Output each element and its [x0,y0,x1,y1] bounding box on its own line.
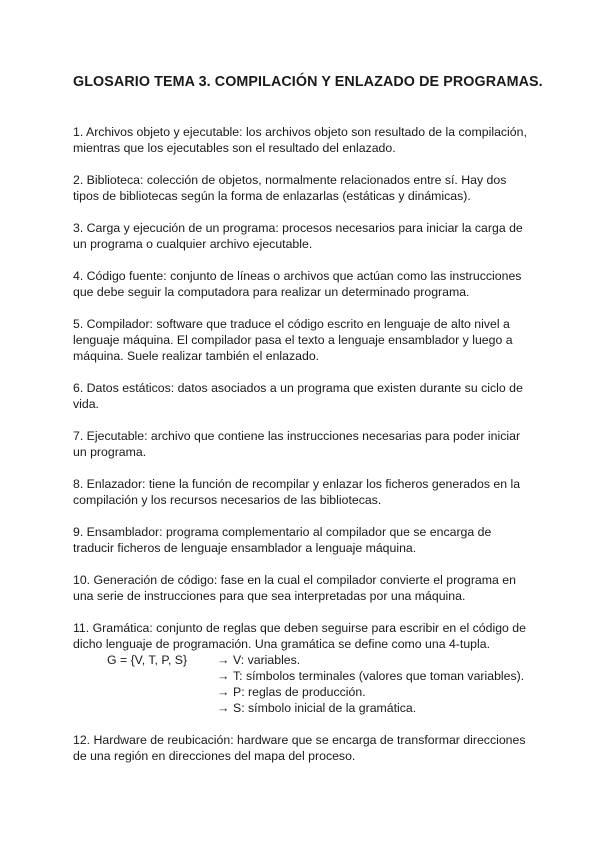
arrow-icon: → [217,653,230,667]
glossary-entry: 1. Archivos objeto y ejecutable: los archivos objeto son resultado de la compilación, mientras que los ejecutables son el resultado del enlazado. [73,125,527,156]
arrow-icon: → [217,669,230,683]
glossary-entry: 6. Datos estáticos: datos asociados a un programa que existen durante su ciclo de vida. [73,381,523,412]
glossary-entry: 10. Generación de código: fase en la cual el compilador convierte el programa en una serie de instrucciones para que sea interpretadas por una máquina. [73,573,516,604]
grammar-item: → S: símbolo inicial de la gramática. [217,701,417,715]
grammar-item: → V: variables. [217,653,301,667]
glossary-entry: 12. Hardware de reubicación: hardware que se encarga de transformar direcciones de una región en direcciones del mapa del proceso. [73,733,526,764]
glossary-entry: 7. Ejecutable: archivo que contiene las instrucciones necesarias para poder iniciar un programa. [73,429,521,460]
glossary-entry: 5. Compilador: software que traduce el código escrito en lenguaje de alto nivel a lenguaje máquina. El compilador pasa el texto a lenguaje ensamblador y luego a máquina. Suele realizar también el enlazado. [73,317,513,364]
glossary-entry: 4. Código fuente: conjunto de líneas o archivos que actúan como las instrucciones que debe seguir la computadora para realizar un determinado programa. [73,269,522,300]
glossary-entry: 8. Enlazador: tiene la función de recompilar y enlazar los ficheros generados en la compilación y los recursos necesarios de las bibliotecas. [73,477,521,508]
arrow-icon: → [217,701,230,715]
glossary-entry: 3. Carga y ejecución de un programa: procesos necesarios para iniciar la carga de un programa o cualquier archivo ejecutable. [73,221,523,252]
grammar-tuple: G = {V, T, P, S} [107,653,188,667]
glossary-entry: 9. Ensamblador: programa complementario al compilador que se encarga de traducir ficheros de lenguaje ensamblador a lenguaje máquina. [73,525,492,556]
grammar-item: → T: símbolos terminales (valores que toman variables). [217,669,525,683]
glossary-entry: 11. Gramática: conjunto de reglas que deben seguirse para escribir en el código de dicho lenguaje de programación. Una gramática se define como una 4-tupla. [73,621,526,652]
glossary-entry: 2. Biblioteca: colección de objetos, normalmente relacionados entre sí. Hay dos tipos de bibliotecas según la forma de enlazarlas (estáticas y dinámicas). [73,173,507,204]
grammar-item: → P: reglas de producción. [217,685,366,699]
arrow-icon: → [217,685,230,699]
page-title: GLOSARIO TEMA 3. COMPILACIÓN Y ENLAZADO DE PROGRAMAS. [73,74,543,90]
